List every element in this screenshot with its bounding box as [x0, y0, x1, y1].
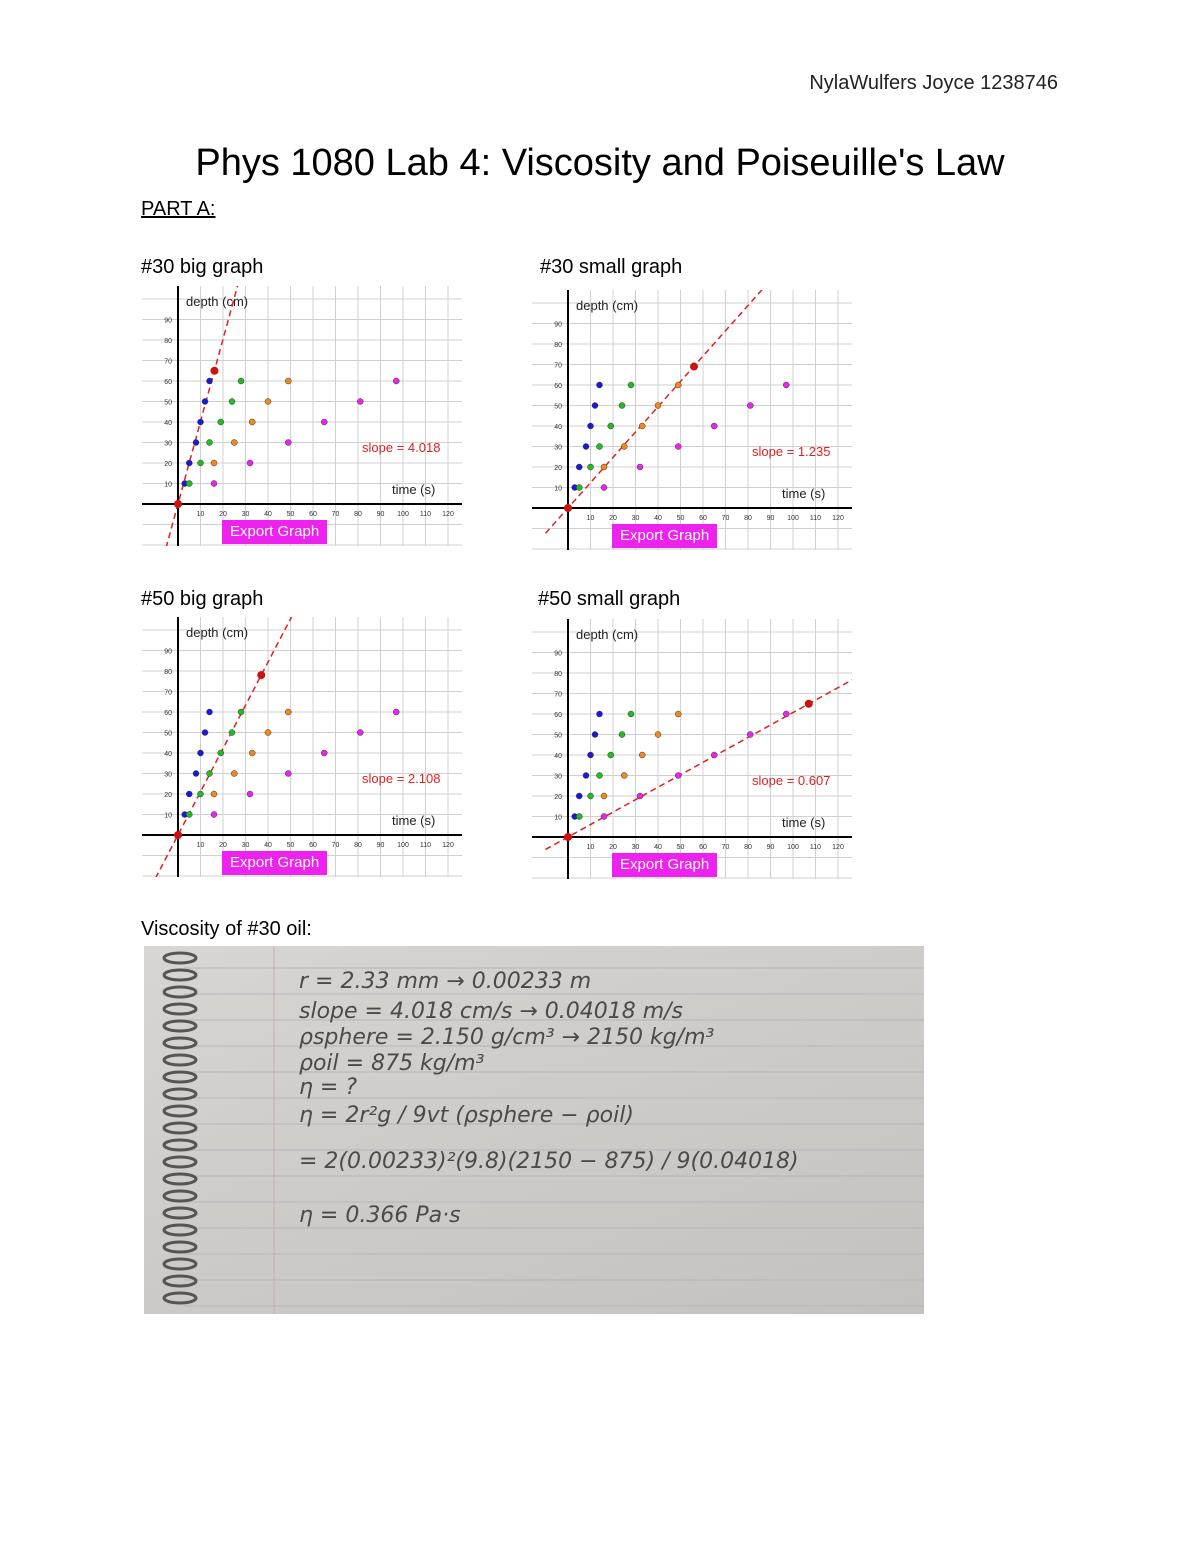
- graph-30-big: [142, 286, 462, 546]
- data-point-magenta: [783, 382, 789, 388]
- y-tick-label: 70: [164, 358, 172, 366]
- x-tick-label: 120: [832, 844, 844, 851]
- data-point-blue: [202, 730, 208, 736]
- data-point-green: [186, 812, 192, 818]
- x-tick-label: 110: [419, 842, 432, 849]
- x-tick-label: 100: [397, 842, 409, 849]
- export-graph-button[interactable]: Export Graph: [612, 853, 717, 877]
- y-tick-label: 50: [554, 403, 562, 411]
- data-point-green: [576, 485, 582, 491]
- data-point-blue: [193, 771, 199, 777]
- handwritten-line: η = 0.366 Pa·s: [299, 1203, 461, 1228]
- data-point-blue: [198, 419, 204, 425]
- data-point-orange: [675, 382, 681, 388]
- x-tick-label: 10: [196, 842, 205, 849]
- x-tick-label: 120: [442, 511, 454, 518]
- x-tick-label: 120: [832, 515, 844, 522]
- data-point-orange: [675, 711, 681, 717]
- data-point-magenta: [211, 481, 217, 487]
- data-point-magenta: [247, 460, 253, 466]
- x-tick-label: 60: [309, 511, 317, 518]
- data-point-magenta: [321, 750, 327, 756]
- data-point-blue: [186, 460, 192, 466]
- grid: [532, 290, 852, 550]
- data-point-magenta: [675, 773, 681, 779]
- data-point-orange: [655, 403, 661, 409]
- data-point-green: [238, 709, 244, 715]
- spiral-ring: [164, 1293, 196, 1303]
- data-point-green: [588, 464, 594, 470]
- y-tick-label: 50: [164, 730, 172, 738]
- y-tick-label: 40: [554, 753, 562, 760]
- x-tick-label: 10: [586, 844, 595, 851]
- handwritten-line: = 2(0.00233)²(9.8)(2150 − 875) / 9(0.04018): [299, 1149, 799, 1174]
- y-tick-label: 30: [554, 773, 562, 781]
- data-point-blue: [202, 399, 208, 405]
- data-point-magenta: [783, 711, 789, 717]
- handwritten-line: ρoil = 875 kg/m³: [299, 1051, 485, 1076]
- data-point-orange: [621, 773, 627, 779]
- y-tick-label: 40: [554, 424, 562, 431]
- part-heading: PART A:: [141, 198, 216, 220]
- spiral-ring: [164, 1225, 196, 1235]
- y-tick-label: 30: [164, 771, 172, 779]
- data-point-magenta: [247, 791, 253, 797]
- x-tick-label: 80: [354, 511, 362, 518]
- x-tick-label: 90: [376, 511, 385, 518]
- spiral-ring: [164, 1259, 196, 1269]
- spiral-ring: [164, 1089, 196, 1099]
- data-point-green: [207, 440, 213, 446]
- y-tick-label: 10: [164, 481, 172, 489]
- data-point-magenta: [357, 730, 363, 736]
- y-tick-label: 20: [164, 461, 172, 468]
- data-point-green: [597, 444, 603, 450]
- data-point-blue: [597, 382, 603, 388]
- author-line: NylaWulfers Joyce 1238746: [809, 72, 1058, 94]
- origin-point: [564, 504, 572, 512]
- x-tick-label: 100: [787, 844, 799, 851]
- x-axis-label: time (s): [782, 815, 826, 830]
- data-point-magenta: [747, 732, 753, 738]
- data-point-green: [588, 793, 594, 799]
- spiral-ring: [164, 1191, 196, 1201]
- x-tick-label: 100: [787, 515, 799, 522]
- x-tick-label: 40: [654, 844, 662, 851]
- graph-label-30-small: #30 small graph: [540, 256, 683, 278]
- x-tick-label: 10: [196, 511, 205, 518]
- spiral-ring: [164, 1072, 196, 1082]
- data-point-blue: [588, 423, 594, 429]
- x-tick-label: 70: [331, 511, 340, 518]
- data-point-orange: [621, 444, 627, 450]
- data-point-orange: [639, 423, 645, 429]
- data-point-green: [229, 730, 235, 736]
- data-point-orange: [249, 419, 255, 425]
- y-tick-label: 70: [164, 689, 172, 697]
- fit-handle-point: [210, 367, 218, 375]
- data-point-magenta: [711, 752, 717, 758]
- graph-label-50-big: #50 big graph: [141, 588, 264, 610]
- x-tick-label: 10: [586, 515, 595, 522]
- data-point-magenta: [285, 771, 291, 777]
- data-point-blue: [583, 773, 589, 779]
- data-point-magenta: [747, 403, 753, 409]
- spiral-ring: [164, 953, 196, 963]
- x-tick-label: 50: [286, 842, 295, 849]
- x-tick-label: 30: [631, 844, 640, 851]
- data-point-magenta: [393, 378, 399, 384]
- spiral-ring: [164, 1140, 196, 1150]
- y-axis-label: depth (cm): [576, 298, 639, 313]
- x-tick-label: 90: [376, 842, 385, 849]
- y-tick-label: 90: [164, 317, 172, 325]
- fit-line: [156, 286, 243, 546]
- data-point-orange: [211, 791, 217, 797]
- spiral-ring: [164, 1106, 196, 1116]
- data-point-magenta: [637, 793, 643, 799]
- data-point-magenta: [601, 814, 607, 820]
- page-title: Phys 1080 Lab 4: Viscosity and Poiseuille's Law: [195, 142, 1005, 184]
- data-point-orange: [231, 771, 237, 777]
- x-tick-label: 20: [609, 515, 617, 522]
- x-axis-label: time (s): [392, 813, 436, 828]
- data-point-blue: [592, 403, 598, 409]
- data-point-blue: [186, 791, 192, 797]
- data-point-magenta: [711, 423, 717, 429]
- y-tick-label: 70: [554, 362, 562, 370]
- data-point-blue: [597, 711, 603, 717]
- y-tick-label: 90: [164, 648, 172, 656]
- y-tick-label: 50: [164, 399, 172, 407]
- data-point-orange: [655, 732, 661, 738]
- fit-handle-point: [257, 671, 265, 679]
- spiral-ring: [164, 1038, 196, 1048]
- y-tick-label: 90: [554, 321, 562, 329]
- x-tick-label: 60: [309, 842, 317, 849]
- origin-point: [174, 500, 182, 508]
- data-point-green: [207, 771, 213, 777]
- x-tick-label: 50: [676, 844, 685, 851]
- notebook-svg: [144, 946, 924, 1314]
- data-point-green: [576, 814, 582, 820]
- slope-label: slope = 1.235: [752, 444, 831, 459]
- spiral-ring: [164, 1004, 196, 1014]
- data-point-magenta: [357, 399, 363, 405]
- x-axis-label: time (s): [392, 482, 436, 497]
- handwritten-line: slope = 4.018 cm/s → 0.04018 m/s: [299, 999, 684, 1024]
- y-axis-label: depth (cm): [576, 627, 639, 642]
- data-point-blue: [576, 793, 582, 799]
- origin-point: [174, 831, 182, 839]
- spiral-ring: [164, 1242, 196, 1252]
- data-point-green: [218, 419, 224, 425]
- origin-point: [564, 833, 572, 841]
- data-point-orange: [249, 750, 255, 756]
- data-point-orange: [231, 440, 237, 446]
- data-point-orange: [265, 730, 271, 736]
- data-point-green: [628, 382, 634, 388]
- slope-label: slope = 4.018: [362, 440, 441, 455]
- x-tick-label: 40: [264, 842, 272, 849]
- grid: [532, 619, 852, 879]
- data-point-orange: [601, 793, 607, 799]
- x-tick-label: 40: [264, 511, 272, 518]
- x-tick-label: 80: [744, 844, 752, 851]
- y-tick-label: 50: [554, 732, 562, 740]
- graph-50-big: [142, 617, 462, 877]
- data-point-magenta: [601, 485, 607, 491]
- x-tick-label: 30: [241, 511, 250, 518]
- x-tick-label: 80: [354, 842, 362, 849]
- data-point-blue: [592, 732, 598, 738]
- x-tick-label: 100: [397, 511, 409, 518]
- y-tick-label: 80: [164, 338, 172, 345]
- y-tick-label: 30: [164, 440, 172, 448]
- slope-label: slope = 2.108: [362, 771, 441, 786]
- data-point-green: [198, 791, 204, 797]
- y-tick-label: 60: [164, 710, 172, 717]
- graph-50-small: [532, 619, 852, 879]
- data-point-orange: [285, 378, 291, 384]
- spiral-ring: [164, 1208, 196, 1218]
- spiral-ring: [164, 1055, 196, 1065]
- spiral-ring: [164, 1021, 196, 1031]
- y-tick-label: 60: [164, 379, 172, 386]
- y-tick-label: 40: [164, 420, 172, 427]
- data-point-blue: [198, 750, 204, 756]
- x-tick-label: 110: [809, 844, 822, 851]
- graph-30-small: [532, 290, 852, 550]
- data-point-blue: [576, 464, 582, 470]
- graph-label-50-small: #50 small graph: [538, 588, 681, 610]
- x-axis-label: time (s): [782, 486, 826, 501]
- data-point-green: [229, 399, 235, 405]
- grid: [142, 286, 462, 546]
- data-point-orange: [601, 464, 607, 470]
- data-point-green: [218, 750, 224, 756]
- export-graph-button[interactable]: Export Graph: [222, 520, 327, 544]
- x-tick-label: 110: [419, 511, 432, 518]
- data-point-green: [608, 752, 614, 758]
- y-axis-label: depth (cm): [186, 294, 249, 309]
- x-tick-label: 20: [219, 511, 227, 518]
- data-point-blue: [207, 709, 213, 715]
- data-point-orange: [639, 752, 645, 758]
- x-tick-label: 70: [721, 515, 730, 522]
- x-tick-label: 30: [631, 515, 640, 522]
- data-point-green: [597, 773, 603, 779]
- x-tick-label: 50: [286, 511, 295, 518]
- handwritten-line: η = ?: [299, 1075, 358, 1100]
- x-tick-label: 80: [744, 515, 752, 522]
- x-tick-label: 20: [609, 844, 617, 851]
- data-point-magenta: [393, 709, 399, 715]
- export-graph-button[interactable]: Export Graph: [222, 851, 327, 875]
- y-tick-label: 80: [164, 669, 172, 676]
- spiral-ring: [164, 1123, 196, 1133]
- x-tick-label: 110: [809, 515, 822, 522]
- data-point-magenta: [285, 440, 291, 446]
- data-point-green: [198, 460, 204, 466]
- x-tick-label: 60: [699, 844, 707, 851]
- y-tick-label: 20: [554, 465, 562, 472]
- y-tick-label: 90: [554, 650, 562, 658]
- handwritten-notes-photo: [144, 946, 924, 1314]
- data-point-orange: [211, 460, 217, 466]
- data-point-blue: [588, 752, 594, 758]
- data-point-green: [608, 423, 614, 429]
- data-point-magenta: [637, 464, 643, 470]
- data-point-green: [238, 378, 244, 384]
- y-tick-label: 60: [554, 712, 562, 719]
- spiral-ring: [164, 987, 196, 997]
- y-tick-label: 20: [554, 794, 562, 801]
- spiral-ring: [164, 1174, 196, 1184]
- data-point-magenta: [211, 812, 217, 818]
- x-tick-label: 50: [676, 515, 685, 522]
- y-tick-label: 70: [554, 691, 562, 699]
- slope-label: slope = 0.607: [752, 773, 831, 788]
- data-point-blue: [207, 378, 213, 384]
- x-tick-label: 90: [766, 515, 775, 522]
- graph-label-30-big: #30 big graph: [141, 256, 264, 278]
- y-tick-label: 10: [554, 814, 562, 822]
- handwritten-line: r = 2.33 mm → 0.00233 m: [299, 969, 592, 994]
- y-tick-label: 30: [554, 444, 562, 452]
- data-point-magenta: [675, 444, 681, 450]
- x-tick-label: 90: [766, 844, 775, 851]
- data-point-green: [619, 732, 625, 738]
- data-point-blue: [193, 440, 199, 446]
- y-tick-label: 40: [164, 751, 172, 758]
- data-point-green: [619, 403, 625, 409]
- y-tick-label: 80: [554, 342, 562, 349]
- x-tick-label: 70: [721, 844, 730, 851]
- x-tick-label: 20: [219, 842, 227, 849]
- spiral-binding: [164, 953, 196, 1303]
- y-tick-label: 10: [554, 485, 562, 493]
- x-tick-label: 120: [442, 842, 454, 849]
- x-tick-label: 70: [331, 842, 340, 849]
- spiral-ring: [164, 1276, 196, 1286]
- y-tick-label: 20: [164, 792, 172, 799]
- x-tick-label: 40: [654, 515, 662, 522]
- fit-handle-point: [805, 700, 813, 708]
- spiral-ring: [164, 970, 196, 980]
- data-point-magenta: [321, 419, 327, 425]
- y-axis-label: depth (cm): [186, 625, 249, 640]
- grid: [142, 617, 462, 877]
- x-tick-label: 30: [241, 842, 250, 849]
- y-tick-label: 60: [554, 383, 562, 390]
- handwritten-line: η = 2r²g / 9vt (ρsphere − ρoil): [299, 1103, 634, 1128]
- x-tick-label: 60: [699, 515, 707, 522]
- data-point-orange: [285, 709, 291, 715]
- fit-handle-point: [690, 363, 698, 371]
- y-tick-label: 10: [164, 812, 172, 820]
- export-graph-button[interactable]: Export Graph: [612, 524, 717, 548]
- handwritten-line: ρsphere = 2.150 g/cm³ → 2150 kg/m³: [299, 1025, 715, 1050]
- data-point-green: [186, 481, 192, 487]
- fit-line: [546, 290, 778, 533]
- spiral-ring: [164, 1157, 196, 1167]
- data-point-green: [628, 711, 634, 717]
- data-point-orange: [265, 399, 271, 405]
- data-point-blue: [583, 444, 589, 450]
- y-tick-label: 80: [554, 671, 562, 678]
- viscosity-label: Viscosity of #30 oil:: [141, 918, 312, 940]
